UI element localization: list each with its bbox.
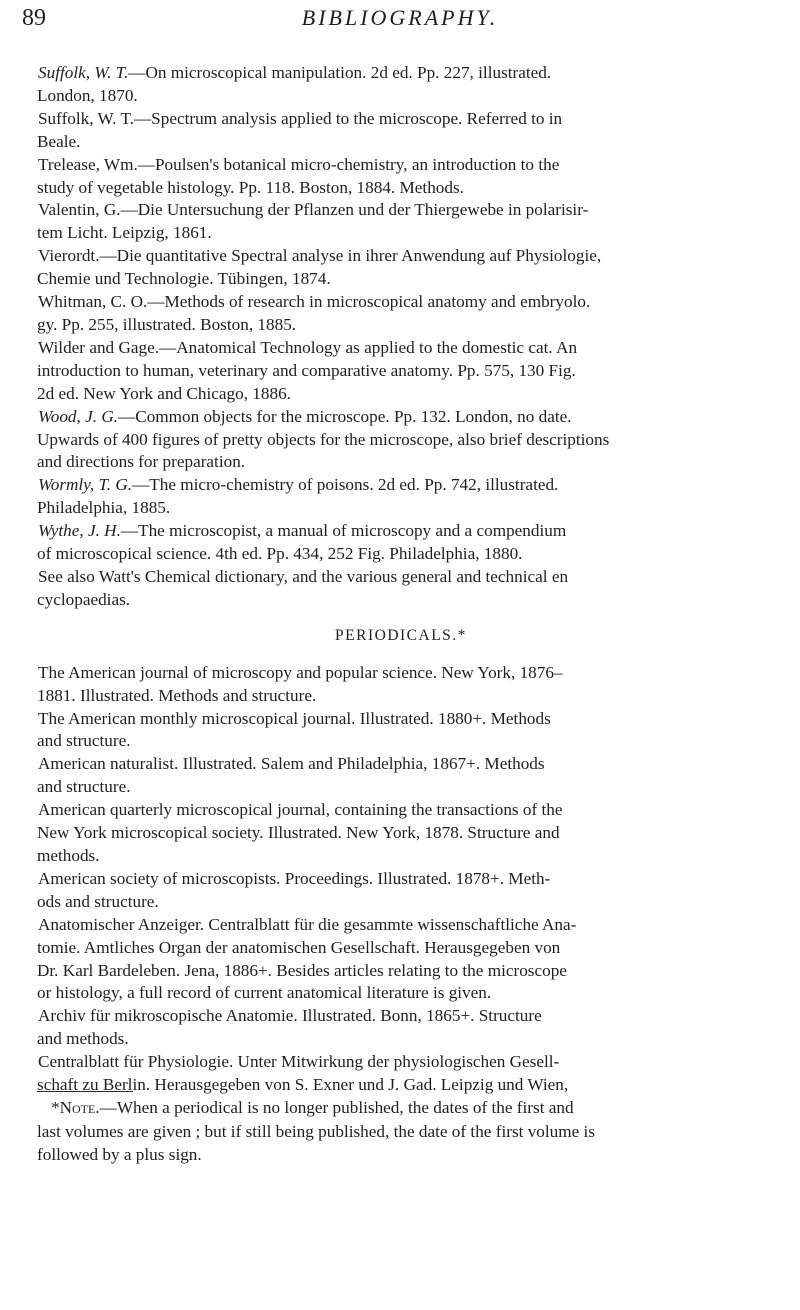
periodical-entry bbox=[37, 1051, 765, 1097]
periodical-entry-line bbox=[37, 730, 765, 753]
bibliography-entry bbox=[37, 245, 765, 291]
page-number: 89 bbox=[22, 5, 46, 31]
footnote-line: last volumes are given ; but if still being published, the date of the first volume is bbox=[37, 1121, 596, 1141]
periodical-entry-text: American quarterly microscopical journal, containing the transactions of the bbox=[38, 800, 563, 820]
running-title: BIBLIOGRAPHY. bbox=[301, 5, 499, 30]
periodical-entry bbox=[37, 914, 765, 1006]
periodical-entry-line bbox=[37, 776, 765, 799]
periodical-entry bbox=[37, 1005, 765, 1051]
periodical-entry-line bbox=[37, 914, 765, 937]
bibliography-entry-line bbox=[37, 383, 765, 406]
periodical-entry-line bbox=[37, 662, 765, 685]
periodical-entry-text: American naturalist. Illustrated. Salem and Philadelphia, 1867+. Methods bbox=[38, 754, 545, 774]
bibliography-entry bbox=[37, 520, 765, 566]
bibliography-entry bbox=[37, 108, 765, 154]
footnote bbox=[37, 1096, 765, 1167]
bibliography-entry-line bbox=[37, 474, 765, 497]
bibliography-entry-line bbox=[37, 406, 765, 429]
periodical-entry-line bbox=[37, 799, 765, 822]
periodical-entry bbox=[37, 868, 765, 914]
periodical-entry-text: schaft zu Berlin. Herausgegeben von S. Exner und J. Gad. Leipzig und Wien, bbox=[37, 1075, 569, 1095]
entry-author: Suffolk, W. T. bbox=[38, 63, 129, 82]
periodical-entry-text: methods. bbox=[37, 846, 100, 865]
bibliography-entry-text: Philadelphia, 1885. bbox=[37, 498, 171, 518]
periodical-entry-text: tomie. Amtliches Organ der anatomischen Gesellschaft. Herausgegeben von bbox=[37, 937, 561, 957]
bibliography-body bbox=[37, 62, 765, 1097]
periodical-entry-line bbox=[37, 753, 765, 776]
periodical-entry-text: Anatomischer Anzeiger. Centralblatt für die gesammte wissenschaftliche Ana- bbox=[38, 914, 577, 934]
bibliography-entry bbox=[37, 337, 765, 406]
bibliography-entry-line bbox=[37, 566, 765, 589]
footnote-line bbox=[37, 1096, 765, 1120]
periodical-entry-text: and structure. bbox=[37, 777, 131, 797]
bibliography-entry-line bbox=[37, 85, 765, 108]
periodical-entry-line bbox=[37, 1051, 765, 1074]
footnote-line: followed by a plus sign. bbox=[37, 1145, 202, 1164]
bibliography-entry-text: of microscopical science. 4th ed. Pp. 434, 252 Fig. Philadelphia, 1880. bbox=[37, 544, 523, 564]
periodical-entry-text: The American monthly microscopical journal. Illustrated. 1880+. Methods bbox=[38, 708, 551, 728]
periodical-entry-line bbox=[37, 1028, 765, 1051]
bibliography-entry bbox=[37, 154, 765, 200]
bibliography-entry-text: Valentin, G.—Die Untersuchung der Pflanzen und der Thiergewebe in polarisir- bbox=[38, 200, 589, 220]
bibliography-entry bbox=[37, 474, 765, 520]
bibliography-entry bbox=[37, 62, 765, 108]
footnote-marker: *Note. bbox=[51, 1098, 100, 1117]
bibliography-entry-text: Chemie und Technologie. Tübingen, 1874. bbox=[37, 269, 331, 289]
bibliography-entry-text: Beale. bbox=[37, 131, 81, 151]
bibliography-entry-line bbox=[37, 520, 765, 543]
bibliography-entry-line bbox=[37, 199, 765, 222]
bibliography-entry bbox=[37, 566, 765, 612]
bibliography-entry-line bbox=[37, 108, 765, 131]
periodical-entry-text: Centralblatt für Physiologie. Unter Mitwirkung der physiologischen Gesell- bbox=[38, 1052, 560, 1072]
bibliography-entry-text: gy. Pp. 255, illustrated. Boston, 1885. bbox=[37, 314, 297, 334]
bibliography-entry-text: cyclopaedias. bbox=[37, 589, 131, 609]
bibliography-entry-line bbox=[37, 314, 765, 337]
bibliography-entry-text: and directions for preparation. bbox=[37, 452, 246, 472]
bibliography-entry-line bbox=[37, 497, 765, 520]
entry-author: Wythe, J. H. bbox=[38, 521, 121, 541]
periodical-entry-line bbox=[37, 937, 765, 960]
bibliography-entry-line bbox=[37, 451, 765, 474]
periodical-entry-text: 1881. Illustrated. Methods and structure. bbox=[37, 685, 317, 705]
bibliography-entry-line bbox=[37, 177, 765, 200]
periodical-entry-line bbox=[37, 868, 765, 891]
bibliography-entry-text: See also Watt's Chemical dictionary, and the various general and technical en bbox=[38, 566, 569, 586]
bibliography-entry-text: tem Licht. Leipzig, 1861. bbox=[37, 223, 212, 243]
periodical-entry-line bbox=[37, 685, 765, 708]
footnote-text: —When a periodical is no longer published, the dates of the first and bbox=[99, 1098, 574, 1117]
periodical-entry-line bbox=[37, 1074, 765, 1097]
bibliography-entry-line bbox=[37, 429, 765, 452]
bibliography-entry-text: 2d ed. New York and Chicago, 1886. bbox=[37, 383, 291, 403]
entry-author: Wormly, T. G. bbox=[38, 475, 133, 495]
periodical-entry-line bbox=[37, 891, 765, 914]
bibliography-entry bbox=[37, 199, 765, 245]
bibliography-entry-line bbox=[37, 268, 765, 291]
bibliography-entry-text: Whitman, C. O.—Methods of research in microscopical anatomy and embryolo. bbox=[38, 292, 591, 312]
periodical-entry bbox=[37, 662, 765, 708]
periodical-entry-text: Archiv für mikroscopische Anatomie. Illustrated. Bonn, 1865+. Structure bbox=[38, 1006, 542, 1026]
bibliography-entry-line bbox=[37, 154, 765, 177]
periodical-entry-line bbox=[37, 822, 765, 845]
periodical-entry-text: ods and structure. bbox=[37, 891, 159, 911]
bibliography-entry-line bbox=[37, 589, 765, 612]
bibliography-entry-text: Suffolk, W. T.—Spectrum analysis applied to the microscope. Referred to in bbox=[38, 108, 563, 128]
bibliography-entry-text: London, 1870. bbox=[37, 85, 138, 105]
periodical-entry-line bbox=[37, 845, 765, 868]
periodical-entry bbox=[37, 753, 765, 799]
periodicals-heading: PERIODICALS.* bbox=[335, 626, 467, 644]
periodical-entry-text: and structure. bbox=[37, 731, 131, 751]
bibliography-entry-text: —The microscopist, a manual of microscopy and a compendium bbox=[120, 521, 567, 541]
bibliography-entry-text: introduction to human, veterinary and comparative anatomy. Pp. 575, 130 Fig. bbox=[37, 360, 576, 380]
bibliography-entry-line bbox=[37, 543, 765, 566]
periodical-entry-text: Dr. Karl Bardeleben. Jena, 1886+. Besides articles relating to the microscope bbox=[37, 960, 567, 980]
bibliography-entry-line bbox=[37, 337, 765, 360]
bibliography-entry-text: Wilder and Gage.—Anatomical Technology as applied to the domestic cat. An bbox=[38, 337, 578, 357]
page-header bbox=[0, 5, 800, 39]
periodical-entry-text: and methods. bbox=[37, 1029, 129, 1049]
bibliography-entry-line bbox=[37, 131, 765, 154]
periodical-entry bbox=[37, 708, 765, 754]
periodical-entry-text: The American journal of microscopy and popular science. New York, 1876– bbox=[38, 662, 563, 682]
periodical-entry-text: New York microscopical society. Illustrated. New York, 1878. Structure and bbox=[37, 823, 560, 843]
entry-author: Wood, J. G. bbox=[38, 406, 119, 426]
periodical-entry-line bbox=[37, 960, 765, 983]
bibliography-entry-line bbox=[37, 360, 765, 383]
periodical-entry bbox=[37, 799, 765, 868]
bibliography-entry bbox=[37, 406, 765, 475]
bibliography-entry-text: study of vegetable histology. Pp. 118. Boston, 1884. Methods. bbox=[37, 177, 464, 197]
bibliography-entry bbox=[37, 291, 765, 337]
bibliography-entry-text: —On microscopical manipulation. 2d ed. Pp. 227, illustrated. bbox=[128, 63, 552, 82]
bibliography-entry-text: Trelease, Wm.—Poulsen's botanical micro-chemistry, an introduction to the bbox=[38, 154, 560, 174]
bibliography-entry-line bbox=[37, 62, 765, 85]
bibliography-entry-line bbox=[37, 291, 765, 314]
periodical-entry-text: American society of microscopists. Proceedings. Illustrated. 1878+. Meth- bbox=[38, 868, 551, 888]
periodical-entry-line bbox=[37, 1005, 765, 1028]
bibliography-entry-text: Upwards of 400 figures of pretty objects for the microscope, also brief descriptions bbox=[37, 429, 610, 449]
bibliography-entry-text: —The micro-chemistry of poisons. 2d ed. Pp. 742, illustrated. bbox=[132, 475, 559, 495]
bibliography-entry-line bbox=[37, 222, 765, 245]
bibliography-entry-text: Vierordt.—Die quantitative Spectral analyse in ihrer Anwendung auf Physiologie, bbox=[38, 246, 602, 266]
bibliography-entry-line bbox=[37, 245, 765, 268]
bibliography-entry-text: —Common objects for the microscope. Pp. 132. London, no date. bbox=[118, 406, 572, 426]
periodical-entry-line bbox=[37, 708, 765, 731]
footnote-rule bbox=[37, 1091, 133, 1092]
periodical-entry-line bbox=[37, 982, 765, 1005]
periodical-entry-text: or histology, a full record of current anatomical literature is given. bbox=[37, 983, 492, 1003]
